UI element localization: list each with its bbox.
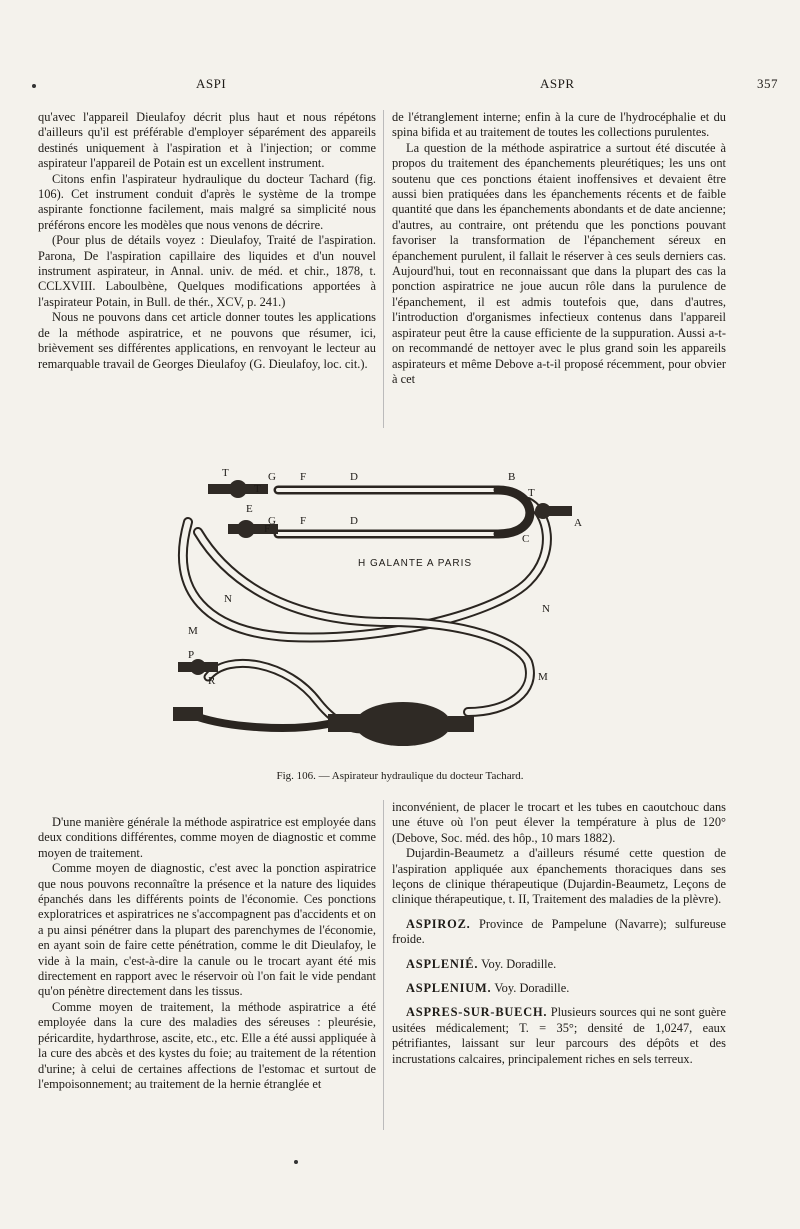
svg-text:C: C [522,533,530,545]
page-number: 357 [757,76,778,91]
svg-text:A: A [574,517,582,529]
svg-text:T: T [528,487,535,499]
paragraph: Nous ne pouvons dans cet article donner toutes les applications de la méthode aspiratrice, et ne pouvons que résumer, ici, brièvement ses différentes applications, en renvoyant le lecteur au remarquable travail de Georges Dieulafoy (G. Dieulafoy, loc. cit.). [38,310,376,371]
paragraph: Comme moyen de diagnostic, c'est avec la ponction aspiratrice que nous pouvons reconnaître la présence et la nature des liquides épanchés dans les différents points de l'économie. Ces ponctions exploratrices et aspiratrices ne s'accompagnent pas d'accidents et on a pu ainsi pénétrer dans la plupart des parenchymes de l'économie, en ayant soin de faire cette pénétration, comme le dit Dieulafoy, le vide à la main, c'est-à-dire la canule ou le trocart ayant été mis directement en rapport avec le réservoir où l'on fait le vide pendant qu'on pénètre directement dans les tissus. [38,861,376,999]
figure-caption: Fig. 106. — Aspirateur hydraulique du docteur Tachard. [276,770,524,782]
paragraph: Dujardin-Beaumetz a d'ailleurs résumé cette question de l'aspiration appliquée aux épanchements thoraciques dans ses leçons de clinique thérapeutique (Dujardin-Beaumetz, Leçons de clinique thérapeutique, t. II, Traitement des maladies de la plèvre). [392,846,726,907]
entry-text: Voy. Doradille. [481,956,557,971]
svg-text:P: P [188,649,195,661]
entry-headword: ASPLENIUM. [406,981,492,996]
svg-text:R: R [208,675,216,687]
svg-text:D: D [350,471,358,483]
paragraph: La question de la méthode aspiratrice a surtout été discutée à propos du traitement des épanchements pleurétiques; les uns ont soutenu que ces ponctions étaient inoffensives et devaient être aussi bien pratiquées dans les épanchements récents et de faible quantité que dans les épanchements abondants et de date ancienne; d'autres, au contraire, ont prétendu que les ponctions pouvant favoriser la transformation de l'épanchement séreux en épanchement purulent, il fallait le réserver à ces seuls derniers cas. Aujourd'hui, tout en reconnaissant que dans la plupart des cas la ponction aspiratrice ne joue aucun rôle dans la purulence de l'épanchement, il est admis toutefois que, dans d'autres, l'introduction d'organismes infectieux contenus dans l'appareil aspirateur peut être la cause efficiente de la suppuration. Aussi a-t-on recommandé de nettoyer avec le plus grand soin les appareils aspirateurs et même Debove a-t-il proposé récemment, pour obvier à cet [392,140,726,386]
entry-text: Province de Pampelune (Navarre); sulfureuse froide. [392,916,726,947]
paragraph: D'une manière générale la méthode aspiratrice est employée dans deux conditions différentes, comme moyen de diagnostic et comme moyen de traitement. [38,815,376,860]
entry-headword: ASPLENIÉ. [406,956,479,971]
column-bottom-right [392,800,726,1067]
svg-text:F: F [300,515,307,527]
dictionary-entry [392,981,726,996]
paragraph: inconvénient, de placer le trocart et les tubes en caoutchouc dans une étuve où l'on peut élever la température à plus de 120° (Debove, Soc. méd. des hôp., 10 mars 1882). [392,800,726,845]
dictionary-entry [392,957,726,972]
column-top-left [38,110,376,372]
bottom-mark [294,1160,298,1164]
dictionary-entry [392,1005,726,1067]
svg-text:F: F [264,523,271,535]
column-divider [383,110,384,428]
header-right: ASPR [540,76,575,91]
paragraph: de l'étranglement interne; enfin à la cure de l'hydrocéphalie et du spina bifida et au traitement de toutes les collections purulentes. [392,110,726,140]
svg-text:G: G [268,471,276,483]
svg-text:F: F [300,471,307,483]
svg-text:M: M [188,625,198,637]
paragraph: (Pour plus de détails voyez : Dieulafoy, Traité de l'aspiration. Parona, De l'aspiration capillaire des liquides et d'un nouvel instrument aspirateur, in Annal. univ. de méd. et chir., 1878, t. CCLXVIII. Laboulbène, Quelques modifications apportées à l'aspirateur Potain, in Bull. de thér., XCV, p. 241.) [38,233,376,309]
svg-text:N: N [224,593,232,605]
svg-text:E: E [246,503,253,515]
svg-text:D: D [350,515,358,527]
svg-text:G: G [268,515,276,527]
header-left: ASPI [196,76,227,91]
entry-headword: ASPRES-SUR-BUECH. [406,1005,548,1020]
svg-text:T: T [254,483,261,495]
column-bottom-left [38,815,376,1092]
column-top-right [392,110,726,387]
maker-stamp: H GALANTE A PARIS [358,558,473,569]
column-divider [383,800,384,1130]
entry-headword: ASPIROZ. [406,916,471,931]
aspirator-illustration [168,462,600,782]
dictionary-entry [392,917,726,948]
svg-text:N: N [542,603,550,615]
paragraph: Citons enfin l'aspirateur hydraulique du docteur Tachard (fig. 106). Cet instrument conduit d'après le système de la trompe aspirante fonctionne facilement, mais malgré sa simplicité nous préférons encore les modèles que nous venons de décrire. [38,171,376,232]
entry-text: Plusieurs sources qui ne sont guère usitées médicalement; T. = 35°; densité de 1,0247, eaux pétrifiantes, laissant sur leur parcours des dépôts et des incrustations calcaires, principalement riches en sels terreux. [392,1005,726,1066]
svg-text:T: T [222,467,229,479]
entry-text: Voy. Doradille. [494,981,570,996]
running-header [0,76,800,96]
paragraph: qu'avec l'appareil Dieulafoy décrit plus haut et nous répétons d'ailleurs qu'il est préférable d'employer séparément des appareils destinés uniquement à l'aspiration et à l'injection; or comme aspirateur l'appareil de Potain est un excellent instrument. [38,110,376,171]
paragraph: Comme moyen de traitement, la méthode aspiratrice a été employée dans la cure des maladies des séreuses : pleurésie, péricardite, hydarthrose, ascite, etc., etc. Elle a été aussi appliquée à la cure des abcès et des kystes du foie; au traitement de la rétention d'urine; à celui de certaines affections de l'estomac et surtout de l'empoisonnement; au traitement de la hernie étranglée et [38,999,376,1091]
svg-text:B: B [508,471,516,483]
svg-text:M: M [538,671,548,683]
